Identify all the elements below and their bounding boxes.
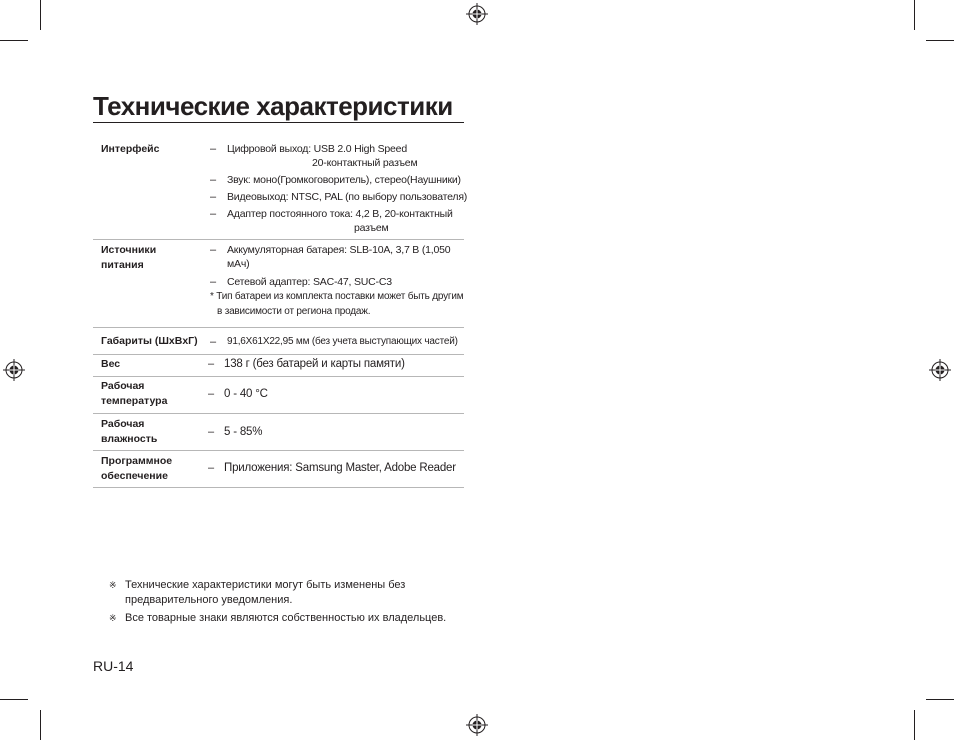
spec-value: 20-контактный разъем xyxy=(312,157,418,169)
dash: – xyxy=(210,336,217,348)
crop-mark xyxy=(926,699,954,700)
spec-row-humidity xyxy=(93,414,464,451)
spec-label: Рабочая температура xyxy=(101,380,168,407)
battery-footnote: * Тип батареи из комплекта поставки может быть другим xyxy=(210,291,464,302)
dash: – xyxy=(210,276,217,288)
spec-label: Вес xyxy=(101,358,121,370)
spec-value: Адаптер постоянного тока: 4,2 В, 20-контактный xyxy=(227,208,453,220)
dash: – xyxy=(208,358,215,370)
spec-value: Видеовыход: NTSC, PAL (по выбору пользователя) xyxy=(227,191,468,203)
spec-value: 138 г (без батарей и карты памяти) xyxy=(224,358,405,370)
dash: – xyxy=(210,244,217,256)
crop-mark xyxy=(0,699,28,700)
spec-row-power xyxy=(93,240,464,328)
battery-footnote: в зависимости от региона продаж. xyxy=(217,306,371,317)
registration-mark-icon xyxy=(929,359,951,381)
crop-mark xyxy=(914,0,915,30)
page-number: RU-14 xyxy=(93,658,134,674)
crop-mark xyxy=(926,40,954,41)
page-title: Технические характеристики xyxy=(93,91,453,121)
spec-value: Звук: моно(Громкоговоритель), стерео(Наушники) xyxy=(227,174,461,186)
crop-mark xyxy=(0,40,28,41)
dash: – xyxy=(210,191,217,203)
spec-row-weight xyxy=(93,355,464,377)
spec-value: мАч) xyxy=(227,258,250,270)
note-mark-icon: ※ xyxy=(109,613,117,623)
spec-value: 91,6X61X22,95 мм (без учета выступающих частей) xyxy=(227,336,458,347)
note-item: Технические характеристики могут быть изменены без предварительного уведомления. xyxy=(125,579,406,606)
dash: – xyxy=(210,174,217,186)
note-mark-icon: ※ xyxy=(109,580,117,590)
spec-label: Интерфейс xyxy=(101,143,160,155)
registration-mark-icon xyxy=(3,359,25,381)
spec-table xyxy=(93,123,468,488)
spec-label: Габариты (ШxВxГ) xyxy=(101,335,198,347)
crop-mark xyxy=(40,0,41,30)
dash: – xyxy=(208,388,215,400)
crop-mark xyxy=(40,710,41,740)
dash: – xyxy=(210,143,217,155)
spec-row-software xyxy=(93,451,464,488)
spec-label: Источники питания xyxy=(101,244,157,271)
spec-value: Цифровой выход: USB 2.0 High Speed xyxy=(227,143,407,155)
crop-mark xyxy=(914,710,915,740)
spec-label: Программное обеспечение xyxy=(101,455,173,482)
spec-value: 5 - 85% xyxy=(224,426,263,438)
spec-row-dimensions xyxy=(93,328,464,355)
spec-value: 0 - 40 °C xyxy=(224,388,268,400)
spec-row-temperature xyxy=(93,377,464,414)
spec-value: разъем xyxy=(354,222,389,234)
dash: – xyxy=(208,426,215,438)
spec-value: Аккумуляторная батарея: SLB-10A, 3,7 В (1,050 xyxy=(227,244,451,256)
registration-mark-icon xyxy=(466,3,488,25)
spec-value: Приложения: Samsung Master, Adobe Reader xyxy=(224,462,456,474)
dash: – xyxy=(210,208,217,220)
dash: – xyxy=(208,462,215,474)
spec-value: Сетевой адаптер: SAC-47, SUC-C3 xyxy=(227,276,392,288)
note-item: Все товарные знаки являются собственностью их владельцев. xyxy=(125,612,447,624)
registration-mark-icon xyxy=(466,714,488,736)
spec-row-interface xyxy=(93,123,468,240)
spec-label: Рабочая влажность xyxy=(101,418,158,445)
